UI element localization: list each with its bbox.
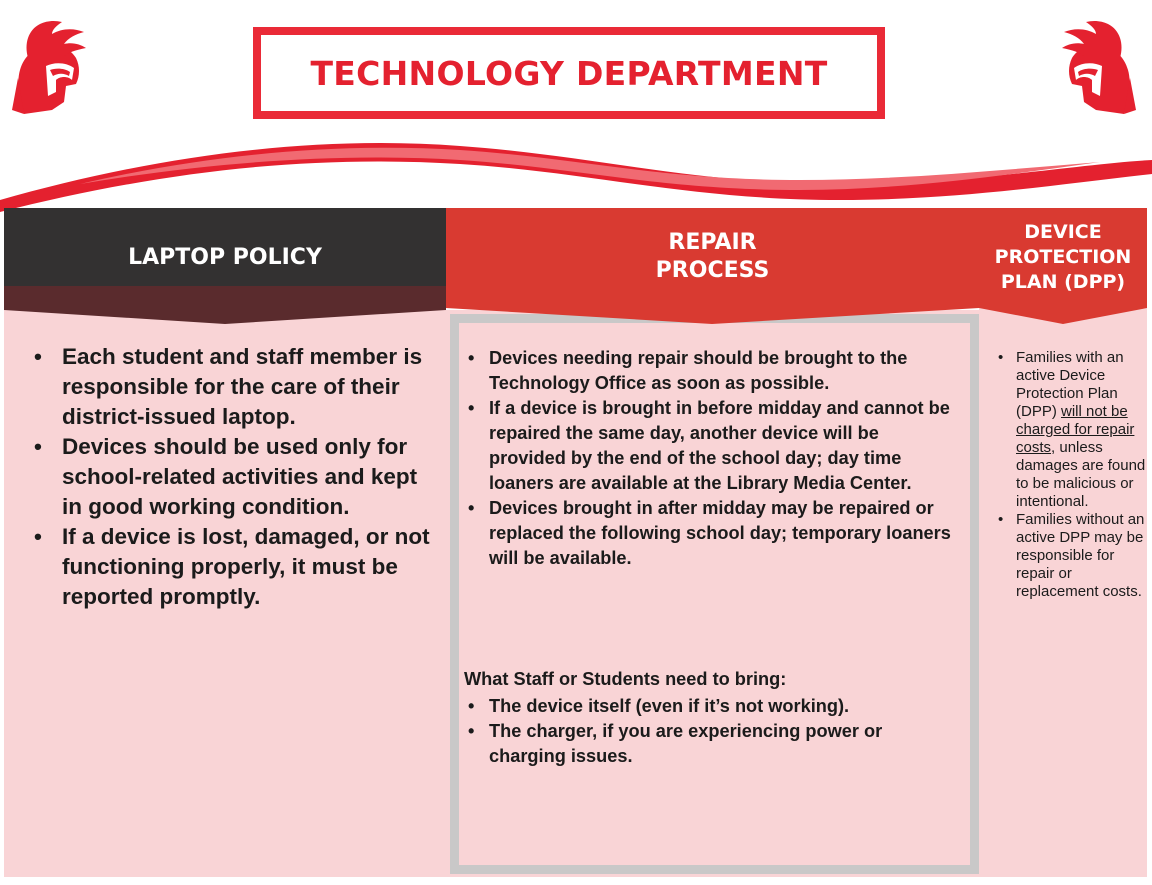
dpp-heading-line2: PROTECTION bbox=[994, 245, 1132, 268]
spartan-helmet-icon bbox=[6, 18, 88, 116]
dpp-item1-tail: , unless damages are found to be malicious or intentional. bbox=[1016, 439, 1146, 510]
list-item: • Families without an active DPP may be responsible for repair or replacement costs. bbox=[996, 511, 1146, 601]
list-item: • The device itself (even if it’s not working). bbox=[466, 694, 956, 719]
dpp-heading-line1: DEVICE bbox=[1024, 220, 1102, 243]
dpp-item1-underlined: will not be charged for repair costs bbox=[1016, 403, 1135, 456]
repair-process-list bbox=[466, 346, 956, 571]
list-item: • If a device is brought in before midday and cannot be repaired the same day, another device will be provided by the end of the school day; day time loaners are available at the Library Media Center. bbox=[466, 396, 956, 496]
laptop-policy-list bbox=[30, 342, 440, 612]
dpp-heading-line3: PLAN (DPP) bbox=[1000, 270, 1126, 293]
title-banner bbox=[253, 27, 885, 119]
repair-process-chevron bbox=[446, 304, 979, 328]
laptop-policy-heading: LAPTOP POLICY bbox=[128, 244, 322, 270]
repair-heading-line1: REPAIR bbox=[668, 230, 757, 255]
spartan-helmet-icon bbox=[1060, 18, 1142, 116]
list-item: • The charger, if you are experiencing power or charging issues. bbox=[466, 719, 956, 769]
dpp-item1-text: Families with an active Device Protection Plan (DPP) bbox=[1016, 349, 1124, 420]
page-title: TECHNOLOGY DEPARTMENT bbox=[310, 53, 828, 93]
repair-process-header bbox=[446, 208, 979, 306]
list-item: • Devices brought in after midday may be repaired or replaced the following school day; temporary loaners will be available. bbox=[466, 496, 956, 571]
laptop-policy-chevron bbox=[4, 306, 446, 326]
list-item: • If a device is lost, damaged, or not functioning properly, it must be reported promptly. bbox=[30, 522, 440, 612]
decorative-swoosh bbox=[0, 120, 1152, 215]
repair-heading-line2: PROCESS bbox=[655, 258, 770, 283]
bring-heading: What Staff or Students need to bring: bbox=[464, 669, 787, 689]
list-item: • Devices should be used only for school-related activities and kept in good working condition. bbox=[30, 432, 440, 522]
list-item: • Devices needing repair should be brought to the Technology Office as soon as possible. bbox=[466, 346, 956, 396]
list-item: • Each student and staff member is responsible for the care of their district-issued laptop. bbox=[30, 342, 440, 432]
bring-list bbox=[466, 694, 956, 769]
list-item bbox=[996, 349, 1146, 511]
dpp-list bbox=[996, 349, 1146, 601]
dpp-chevron bbox=[979, 304, 1147, 328]
dpp-header bbox=[979, 208, 1147, 306]
